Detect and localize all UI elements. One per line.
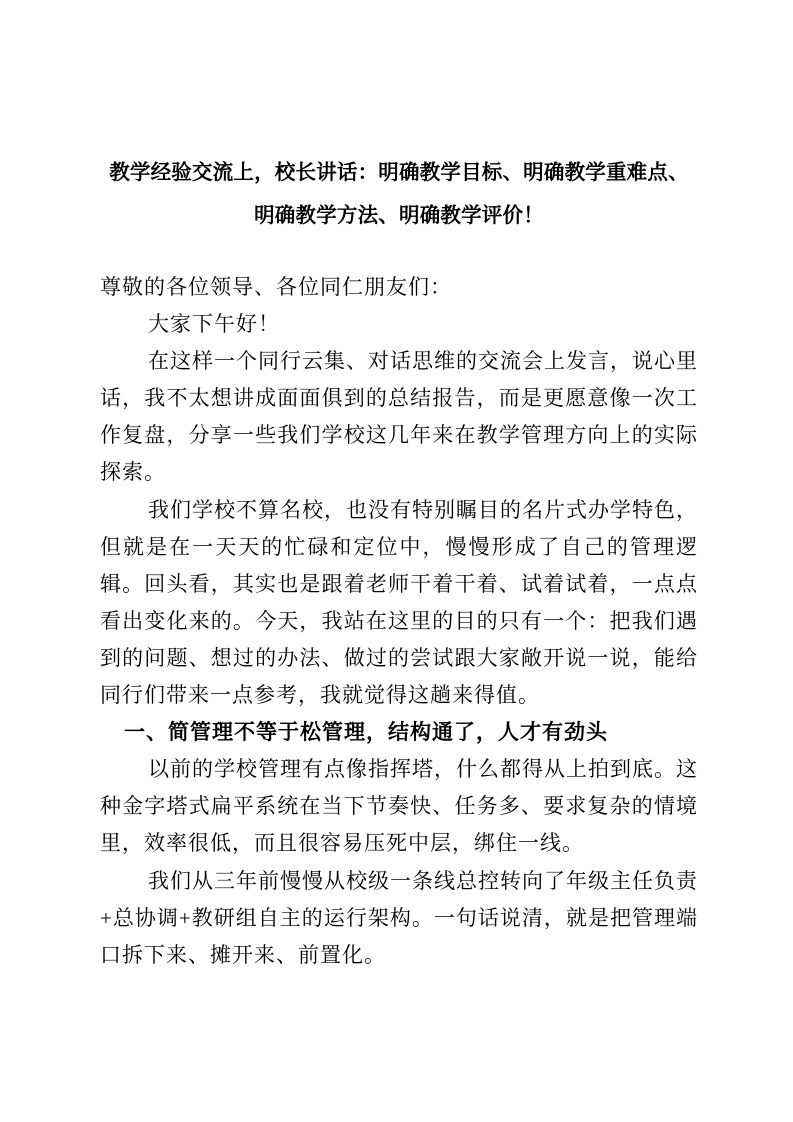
salutation-paragraph: 尊敬的各位领导、各位同仁朋友们：	[100, 275, 452, 299]
paragraph: 在这样一个同行云集、对话思维的交流会上发言，说心里话，我不太想讲成面面俱到的总结报告，而是更愿意像一次工作复盘，分享一些我们学校这几年来在教学管理方向上的实际探索。	[100, 349, 698, 485]
document-title	[100, 152, 698, 238]
paragraph: 我们从三年前慢慢从校级一条线总控转向了年级主任负责+总协调+教研组自主的运行架构。一句话说清，就是把管理端口拆下来、摊开来、前置化。	[100, 868, 698, 967]
greeting-paragraph: 大家下午好！	[148, 312, 280, 337]
document-content	[100, 152, 698, 974]
paragraph: 我们学校不算名校，也没有特别瞩目的名片式办学特色，但就是在一天天的忙碌和定位中，慢慢形成了自己的管理逻辑。回头看，其实也是跟着老师干着干着、试着试着，一点点看出变化来的。今天，我站在这里的目的只有一个：把我们遇到的问题、想过的办法、做过的尝试跟大家敞开说一说，能给同行们带来一点参考，我就觉得这趟来得值。	[100, 497, 698, 708]
document-title-line-1: 教学经验交流上，校长讲话：明确教学目标、明确教学重难点、	[109, 162, 689, 184]
document-body	[100, 269, 698, 974]
document-title-line-2: 明确教学方法、明确教学评价！	[254, 205, 544, 227]
paragraph: 以前的学校管理有点像指挥塔，什么都得从上拍到底。这种金字塔式扁平系统在当下节奏快、任务多、要求复杂的情境里，效率很低，而且很容易压死中层，绑住一线。	[100, 757, 698, 856]
section-heading: 一、简管理不等于松管理，结构通了，人才有劲头	[124, 720, 608, 745]
